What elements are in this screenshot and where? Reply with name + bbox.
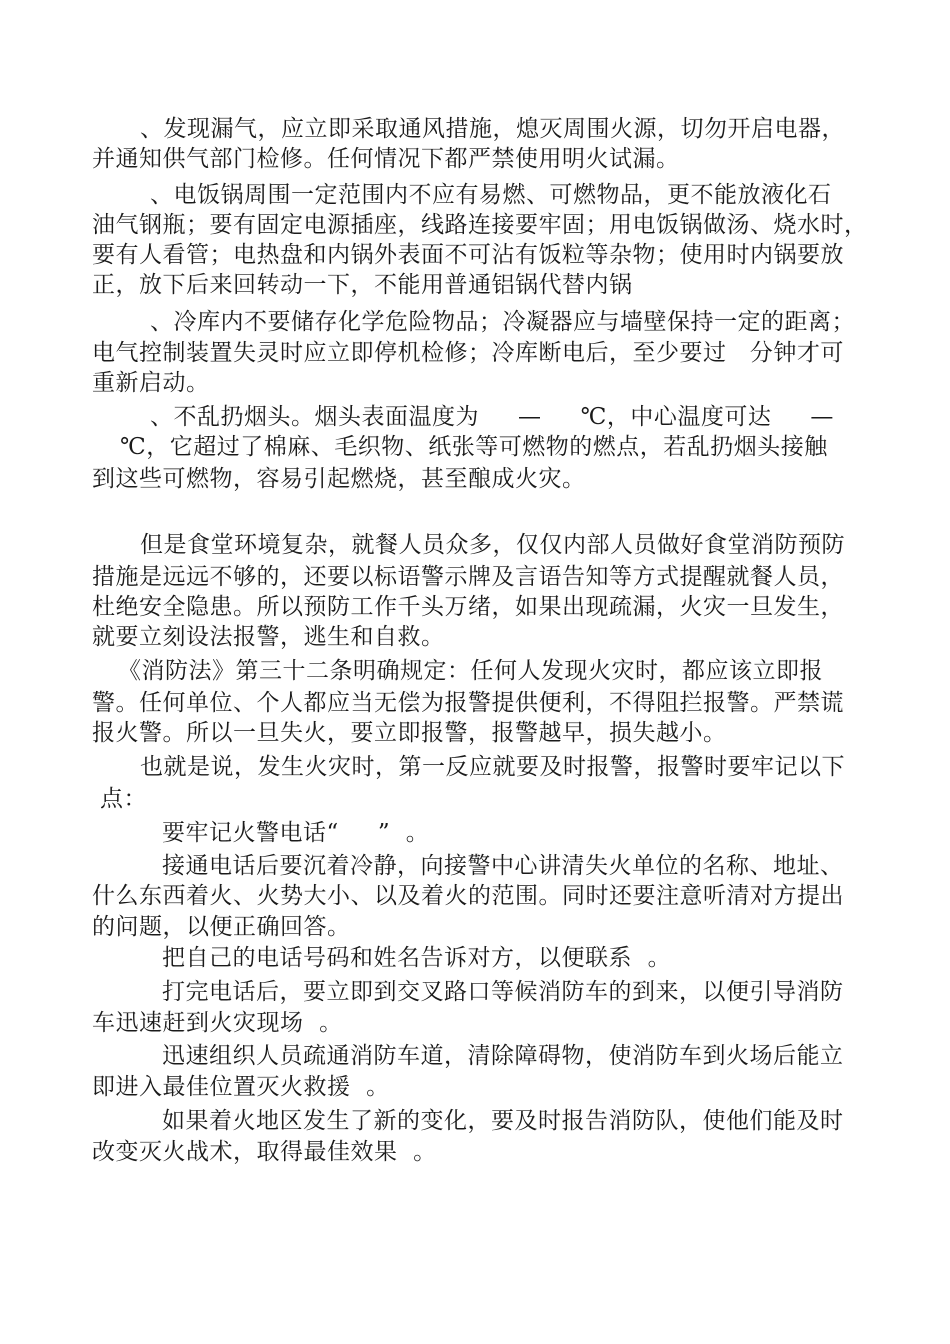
paragraph-line: 改变灭火战术，取得最佳效果 。 (92, 1139, 437, 1165)
paragraph-line: 如果着火地区发生了新的变化，要及时报告消防队，使他们能及时 (162, 1108, 844, 1134)
paragraph-line: 、冷库内不要储存化学危险物品；冷凝器应与墙壁保持一定的距离； (150, 309, 855, 335)
paragraph-line: 《消防法》第三十二条明确规定：任何人发现火灾时，都应该立即报 (118, 658, 823, 684)
paragraph-line: 、不乱扔烟头。烟头表面温度为 — ℃，中心温度可达 — (150, 404, 834, 430)
paragraph-line: 报火警。所以一旦失火，要立即报警，报警越早，损失越小。 (92, 720, 727, 746)
paragraph-line: 但是食堂环境复杂，就餐人员众多，仅仅内部人员做好食堂消防预防 (140, 532, 845, 558)
paragraph-line: 、电饭锅周围一定范围内不应有易燃、可燃物品，更不能放液化石 (150, 182, 832, 208)
paragraph-line: 迅速组织人员疏通消防车道，清除障碍物，使消防车到火场后能立 (162, 1043, 844, 1069)
paragraph-line: 措施是远远不够的，还要以标语警示牌及言语告知等方式提醒就餐人员， (92, 564, 844, 590)
paragraph-line: 车迅速赶到火灾现场 。 (92, 1010, 343, 1036)
paragraph-line: 电气控制装置失灵时应立即停机检修；冷库断电后，至少要过 分钟才可 (92, 340, 844, 366)
paragraph-line: 要有人看管；电热盘和内锅外表面不可沾有饭粒等杂物；使用时内锅要放 (92, 242, 844, 268)
paragraph-line: 接通电话后要沉着冷静，向接警中心讲清失火单位的名称、地址、 (162, 853, 844, 879)
paragraph-line: 、发现漏气，应立即采取通风措施，熄灭周围火源，切勿开启电器， (140, 116, 845, 142)
paragraph-line: 并通知供气部门检修。任何情况下都严禁使用明火试漏。 (92, 146, 680, 172)
paragraph-line: 正，放下后来回转动一下，不能用普通铝锅代替内锅 (92, 272, 633, 298)
paragraph-line: 要牢记火警电话“ ” 。 (162, 820, 430, 846)
paragraph-line: 什么东西着火、火势大小、以及着火的范围。同时还要注意听清对方提出 (92, 883, 844, 909)
paragraph-line: 到这些可燃物，容易引起燃烧，甚至酿成火灾。 (92, 466, 586, 492)
paragraph-line: 的问题，以便正确回答。 (92, 914, 351, 940)
paragraph-line: 点： (100, 786, 147, 812)
paragraph-line: ℃，它超过了棉麻、毛织物、纸张等可燃物的燃点，若乱扔烟头接触 (120, 434, 828, 460)
paragraph-line: 把自己的电话号码和姓名告诉对方，以便联系 。 (162, 945, 672, 971)
paragraph-line: 重新启动。 (92, 370, 210, 396)
paragraph-line: 打完电话后，要立即到交叉路口等候消防车的到来，以便引导消防 (162, 979, 844, 1005)
paragraph-line: 杜绝安全隐患。所以预防工作千头万绪，如果出现疏漏，火灾一旦发生， (92, 594, 844, 620)
paragraph-line: 即进入最佳位置灭火救援 。 (92, 1074, 390, 1100)
paragraph-line: 就要立刻设法报警，逃生和自救。 (92, 624, 445, 650)
paragraph-line: 也就是说，发生火灾时，第一反应就要及时报警，报警时要牢记以下 (140, 754, 845, 780)
paragraph-line: 警。任何单位、个人都应当无偿为报警提供便利，不得阻拦报警。严禁谎 (92, 690, 844, 716)
paragraph-line: 油气钢瓶；要有固定电源插座，线路连接要牢固；用电饭锅做汤、烧水时， (92, 212, 868, 238)
